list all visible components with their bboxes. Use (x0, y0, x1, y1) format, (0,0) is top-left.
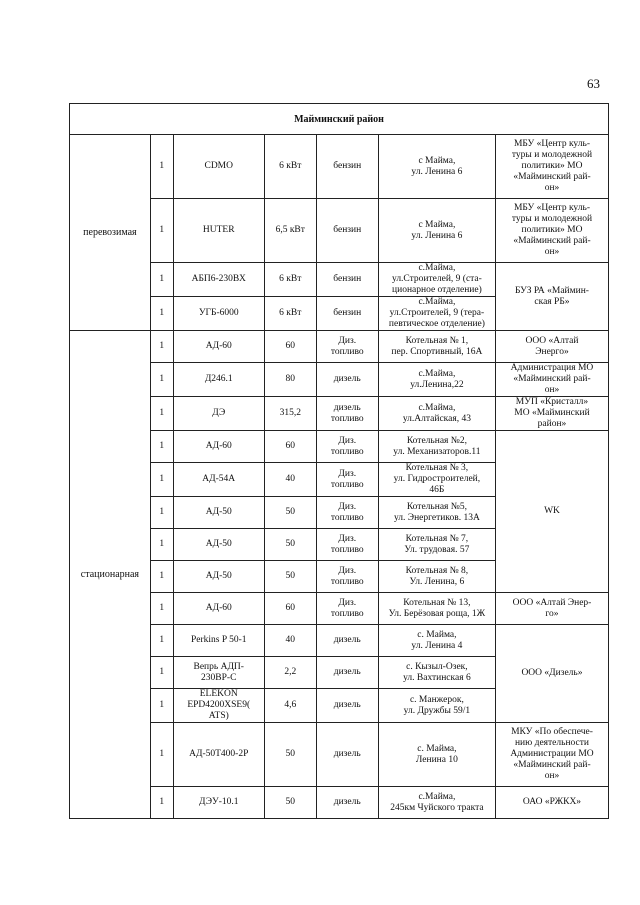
owner-cell: ОАО «РЖКХ» (495, 787, 608, 819)
model-cell: ДЭ (173, 397, 264, 431)
count-cell: 1 (150, 657, 173, 689)
address-cell: Котельная №2, ул. Механизаторов.11 (378, 431, 495, 463)
table-row (70, 787, 609, 819)
fuel-cell: Диз. топливо (316, 331, 378, 363)
model-cell: ДЭУ-10.1 (173, 787, 264, 819)
count-cell: 1 (150, 723, 173, 787)
page-number: 63 (587, 76, 600, 91)
power-cell: 60 (264, 593, 316, 625)
model-cell: АД-60 (173, 593, 264, 625)
fuel-cell: дизель (316, 787, 378, 819)
fuel-cell: дизель (316, 625, 378, 657)
address-cell: с.Майма, ул.Строителей, 9 (ста- ционарное отделение) (378, 263, 495, 297)
power-cell: 2,2 (264, 657, 316, 689)
address-cell: с. Майма, ул. Ленина 4 (378, 625, 495, 657)
power-cell: 6 кВт (264, 135, 316, 199)
address-cell: с.Майма, 245км Чуйского тракта (378, 787, 495, 819)
fuel-cell: бензин (316, 135, 378, 199)
address-cell: с.Майма, ул.Строителей, 9 (тера- певтическое отделение) (378, 297, 495, 331)
owner-cell: ООО «Дизель» (495, 625, 608, 723)
fuel-cell: дизель (316, 657, 378, 689)
fuel-cell: Диз. топливо (316, 529, 378, 561)
type-cell: стационарная (70, 331, 151, 819)
count-cell: 1 (150, 135, 173, 199)
count-cell: 1 (150, 297, 173, 331)
fuel-cell: дизель топливо (316, 397, 378, 431)
count-cell: 1 (150, 689, 173, 723)
fuel-cell: дизель (316, 363, 378, 397)
address-cell: Котельная № 13, Ул. Берёзовая роща, 1Ж (378, 593, 495, 625)
address-cell: с.Майма, ул.Ленина,22 (378, 363, 495, 397)
power-cell: 40 (264, 463, 316, 497)
power-cell: 80 (264, 363, 316, 397)
model-cell: АД-50 (173, 529, 264, 561)
model-cell: ELEKON EPD4200XSE9( ATS) (173, 689, 264, 723)
count-cell: 1 (150, 397, 173, 431)
address-cell: с Майма, ул. Ленина 6 (378, 135, 495, 199)
power-cell: 6,5 кВт (264, 199, 316, 263)
count-cell: 1 (150, 463, 173, 497)
owner-cell: МБУ «Центр куль- туры и молодежной политики» МО «Майминский рай- он» (495, 135, 608, 199)
model-cell: HUTER (173, 199, 264, 263)
table-row (70, 199, 609, 263)
power-cell: 50 (264, 561, 316, 593)
count-cell: 1 (150, 363, 173, 397)
model-cell: Вепрь АДП- 230ВР-С (173, 657, 264, 689)
address-cell: с Майма, ул. Ленина 6 (378, 199, 495, 263)
fuel-cell: бензин (316, 297, 378, 331)
power-cell: 60 (264, 331, 316, 363)
count-cell: 1 (150, 331, 173, 363)
table-row (70, 593, 609, 625)
type-cell: перевозимая (70, 135, 151, 331)
address-cell: Котельная № 3, ул. Гидростроителей, 46Б (378, 463, 495, 497)
model-cell: АД-54А (173, 463, 264, 497)
owner-cell: ООО «Алтай Энерго» (495, 331, 608, 363)
model-cell: АД-50Т400-2Р (173, 723, 264, 787)
count-cell: 1 (150, 625, 173, 657)
count-cell: 1 (150, 787, 173, 819)
model-cell: Perkins P 50-1 (173, 625, 264, 657)
fuel-cell: дизель (316, 723, 378, 787)
table-row (70, 263, 609, 297)
model-cell: АД-60 (173, 431, 264, 463)
fuel-cell: Диз. топливо (316, 561, 378, 593)
power-cell: 40 (264, 625, 316, 657)
power-cell: 4,6 (264, 689, 316, 723)
owner-cell: ООО «Алтай Энер- го» (495, 593, 608, 625)
fuel-cell: Диз. топливо (316, 593, 378, 625)
model-cell: АД-60 (173, 331, 264, 363)
model-cell: Д246.1 (173, 363, 264, 397)
model-cell: CDMO (173, 135, 264, 199)
model-cell: АД-50 (173, 561, 264, 593)
address-cell: Котельная № 7, Ул. трудовая. 57 (378, 529, 495, 561)
model-cell: УГБ-6000 (173, 297, 264, 331)
section-title: Майминский район (70, 104, 609, 135)
address-cell: с.Майма, ул.Алтайская, 43 (378, 397, 495, 431)
count-cell: 1 (150, 561, 173, 593)
fuel-cell: Диз. топливо (316, 431, 378, 463)
power-cell: 50 (264, 723, 316, 787)
generators-table (69, 103, 609, 819)
fuel-cell: Диз. топливо (316, 463, 378, 497)
power-cell: 6 кВт (264, 297, 316, 331)
fuel-cell: Диз. топливо (316, 497, 378, 529)
count-cell: 1 (150, 497, 173, 529)
address-cell: Котельная №5, ул. Энергетиков. 13А (378, 497, 495, 529)
owner-cell: БУЗ РА «Маймин- ская РБ» (495, 263, 608, 331)
count-cell: 1 (150, 431, 173, 463)
table-row (70, 363, 609, 397)
address-cell: с. Манжерок, ул. Дружбы 59/1 (378, 689, 495, 723)
fuel-cell: дизель (316, 689, 378, 723)
fuel-cell: бензин (316, 199, 378, 263)
fuel-cell: бензин (316, 263, 378, 297)
power-cell: 50 (264, 787, 316, 819)
table-row (70, 135, 609, 199)
table-row (70, 431, 609, 463)
model-cell: АД-50 (173, 497, 264, 529)
section-header-row (70, 104, 609, 135)
table-row (70, 331, 609, 363)
owner-cell: МУП «Кристалл» МО «Майминский район» (495, 397, 608, 431)
count-cell: 1 (150, 593, 173, 625)
address-cell: с. Майма, Ленина 10 (378, 723, 495, 787)
power-cell: 315,2 (264, 397, 316, 431)
address-cell: Котельная № 1, пер. Спортивный, 16А (378, 331, 495, 363)
owner-cell: WK (495, 431, 608, 593)
table-row (70, 625, 609, 657)
power-cell: 50 (264, 497, 316, 529)
owner-cell: МБУ «Центр куль- туры и молодежной политики» МО «Майминский рай- он» (495, 199, 608, 263)
power-cell: 50 (264, 529, 316, 561)
power-cell: 60 (264, 431, 316, 463)
table-row (70, 397, 609, 431)
count-cell: 1 (150, 199, 173, 263)
owner-cell: Администрация МО «Майминский рай- он» (495, 363, 608, 397)
model-cell: АБП6-230ВХ (173, 263, 264, 297)
owner-cell: МКУ «По обеспече- нию деятельности Администрации МО «Майминский рай- он» (495, 723, 608, 787)
count-cell: 1 (150, 263, 173, 297)
count-cell: 1 (150, 529, 173, 561)
power-cell: 6 кВт (264, 263, 316, 297)
address-cell: Котельная № 8, Ул. Ленина, 6 (378, 561, 495, 593)
table-row (70, 723, 609, 787)
address-cell: с. Кызыл-Озек, ул. Вахтинская 6 (378, 657, 495, 689)
